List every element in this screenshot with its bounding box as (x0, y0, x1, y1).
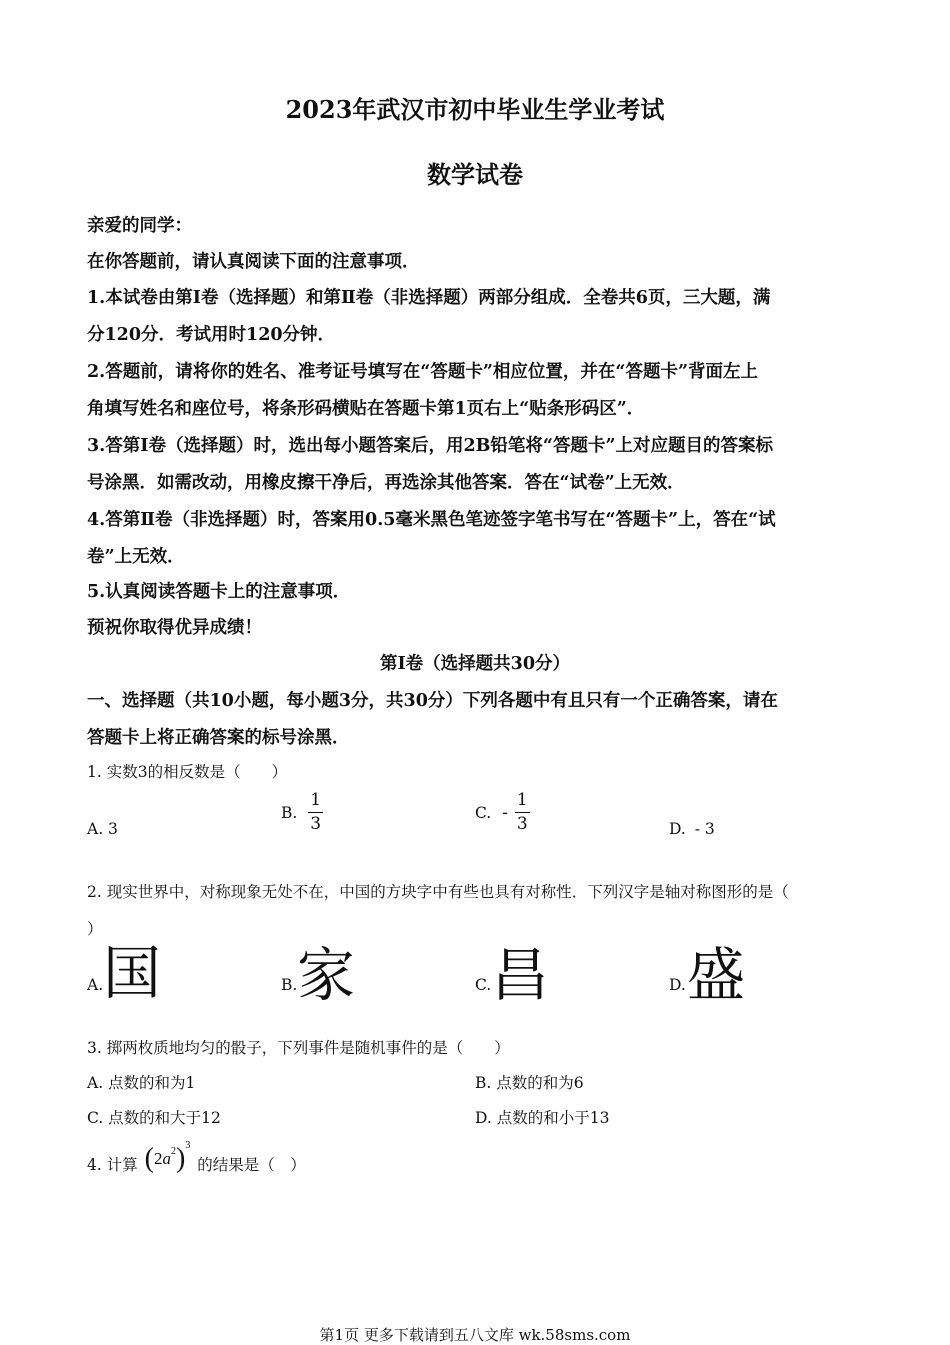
question-2-option-c-label: C. (475, 976, 492, 994)
question-4-expression (145, 1140, 191, 1175)
question-1-option-d (669, 820, 715, 838)
section-1-heading: 第Ⅰ卷（选择题共30分） (379, 654, 571, 674)
question-3-stem: 3. 掷两枚质地均匀的骰子，下列事件是随机事件的是（ ） (87, 1039, 510, 1057)
question-2-option-b-character: 家 (297, 941, 356, 1009)
question-2-option-c-character: 昌 (491, 941, 550, 1009)
expression-variable: a (162, 1149, 171, 1168)
question-3-option-a: A. 点数的和为1 (87, 1074, 196, 1092)
left-paren: ( (144, 1143, 154, 1174)
question-2-stem-line-1: 2. 现实世界中，对称现象无处不在，中国的方块字中有些也具有对称性．下列汉字是轴对称图形的是（ (87, 883, 789, 901)
expression-coefficient: 2 (153, 1149, 163, 1168)
question-2-option-d-label: D. (669, 976, 686, 994)
notice-item-3-line-1: 3.答第Ⅰ卷（选择题）时，选出每小题答案后，用2B铅笔将“答题卡”上对应题目的答案标 (87, 436, 774, 456)
question-2-option-b-label: B. (281, 976, 298, 994)
notice-item-2-line-1: 2.答题前，请将你的姓名、准考证号填写在“答题卡”相应位置，并在“答题卡”背面左上 (87, 362, 759, 382)
option-b-fraction (308, 792, 323, 833)
fraction-denominator: 3 (516, 814, 528, 834)
question-3-option-d: D. 点数的和小于13 (475, 1109, 610, 1127)
question-2-option-a-character: 国 (103, 939, 162, 1007)
page-footer: 第1页 更多下载请到五八文库 wk.58sms.com (319, 1326, 631, 1344)
option-d-value: - 3 (694, 820, 715, 838)
question-1-option-a: A. 3 (87, 820, 118, 838)
option-c-minus-sign: - (502, 802, 508, 823)
question-3-option-c: C. 点数的和大于12 (87, 1109, 221, 1127)
expression-inner-exponent: 2 (170, 1146, 176, 1157)
fraction-numerator: 1 (515, 792, 530, 813)
notice-item-2-line-2: 角填写姓名和座位号，将条形码横贴在答题卡第1页右上“贴条形码区”． (87, 399, 645, 419)
exam-title: 2023年武汉市初中毕业生学业考试 (285, 95, 665, 124)
question-4-prefix: 4. 计算 (87, 1156, 138, 1174)
notice-intro: 在你答题前，请认真阅读下面的注意事项． (87, 252, 420, 272)
question-2-option-a-label: A. (87, 976, 104, 994)
fraction-numerator: 1 (308, 792, 323, 813)
section-1-instructions-line-2: 答题卡上将正确答案的标号涂黑． (87, 728, 350, 748)
question-2-stem-line-2: ） (87, 920, 103, 938)
notice-item-3-line-2: 号涂黑．如需改动，用橡皮擦干净后，再选涂其他答案．答在“试卷”上无效． (87, 473, 685, 493)
question-3-option-b: B. 点数的和为6 (475, 1074, 584, 1092)
notice-wish: 预祝你取得优异成绩！ (87, 618, 262, 638)
question-1-stem: 1. 实数3的相反数是（ ） (87, 763, 288, 781)
right-paren: ) (175, 1143, 186, 1174)
notice-item-5: 5.认真阅读答题卡上的注意事项． (87, 582, 351, 602)
question-4-suffix: 的结果是（ ） (197, 1156, 306, 1174)
option-c-fraction (515, 792, 530, 833)
question-1-option-b (281, 792, 323, 833)
option-c-label: C. (475, 803, 492, 822)
question-1-option-c (475, 792, 530, 833)
option-d-label: D. (669, 820, 686, 838)
notice-item-1-line-1: 1.本试卷由第Ⅰ卷（选择题）和第Ⅱ卷（非选择题）两部分组成．全卷共6页，三大题，满 (87, 288, 771, 308)
question-4 (87, 1140, 306, 1175)
section-1-instructions-line-1: 一、选择题（共10小题，每小题3分，共30分）下列各题中有且只有一个正确答案，请在 (87, 691, 778, 711)
question-2-option-d-character: 盛 (687, 941, 746, 1009)
exam-subtitle: 数学试卷 (427, 160, 523, 189)
expression-outer-exponent: 3 (185, 1140, 191, 1151)
notice-item-4-line-1: 4.答第Ⅱ卷（非选择题）时，答案用0.5毫米黑色笔迹签字笔书写在“答题卡”上，答在“试 (87, 510, 776, 530)
option-b-label: B. (281, 803, 298, 822)
fraction-denominator: 3 (310, 814, 322, 834)
notice-greeting: 亲爱的同学： (87, 216, 192, 236)
notice-item-1-line-2: 分120分．考试用时120分钟． (87, 325, 336, 345)
notice-item-4-line-2: 卷”上无效． (87, 547, 185, 567)
